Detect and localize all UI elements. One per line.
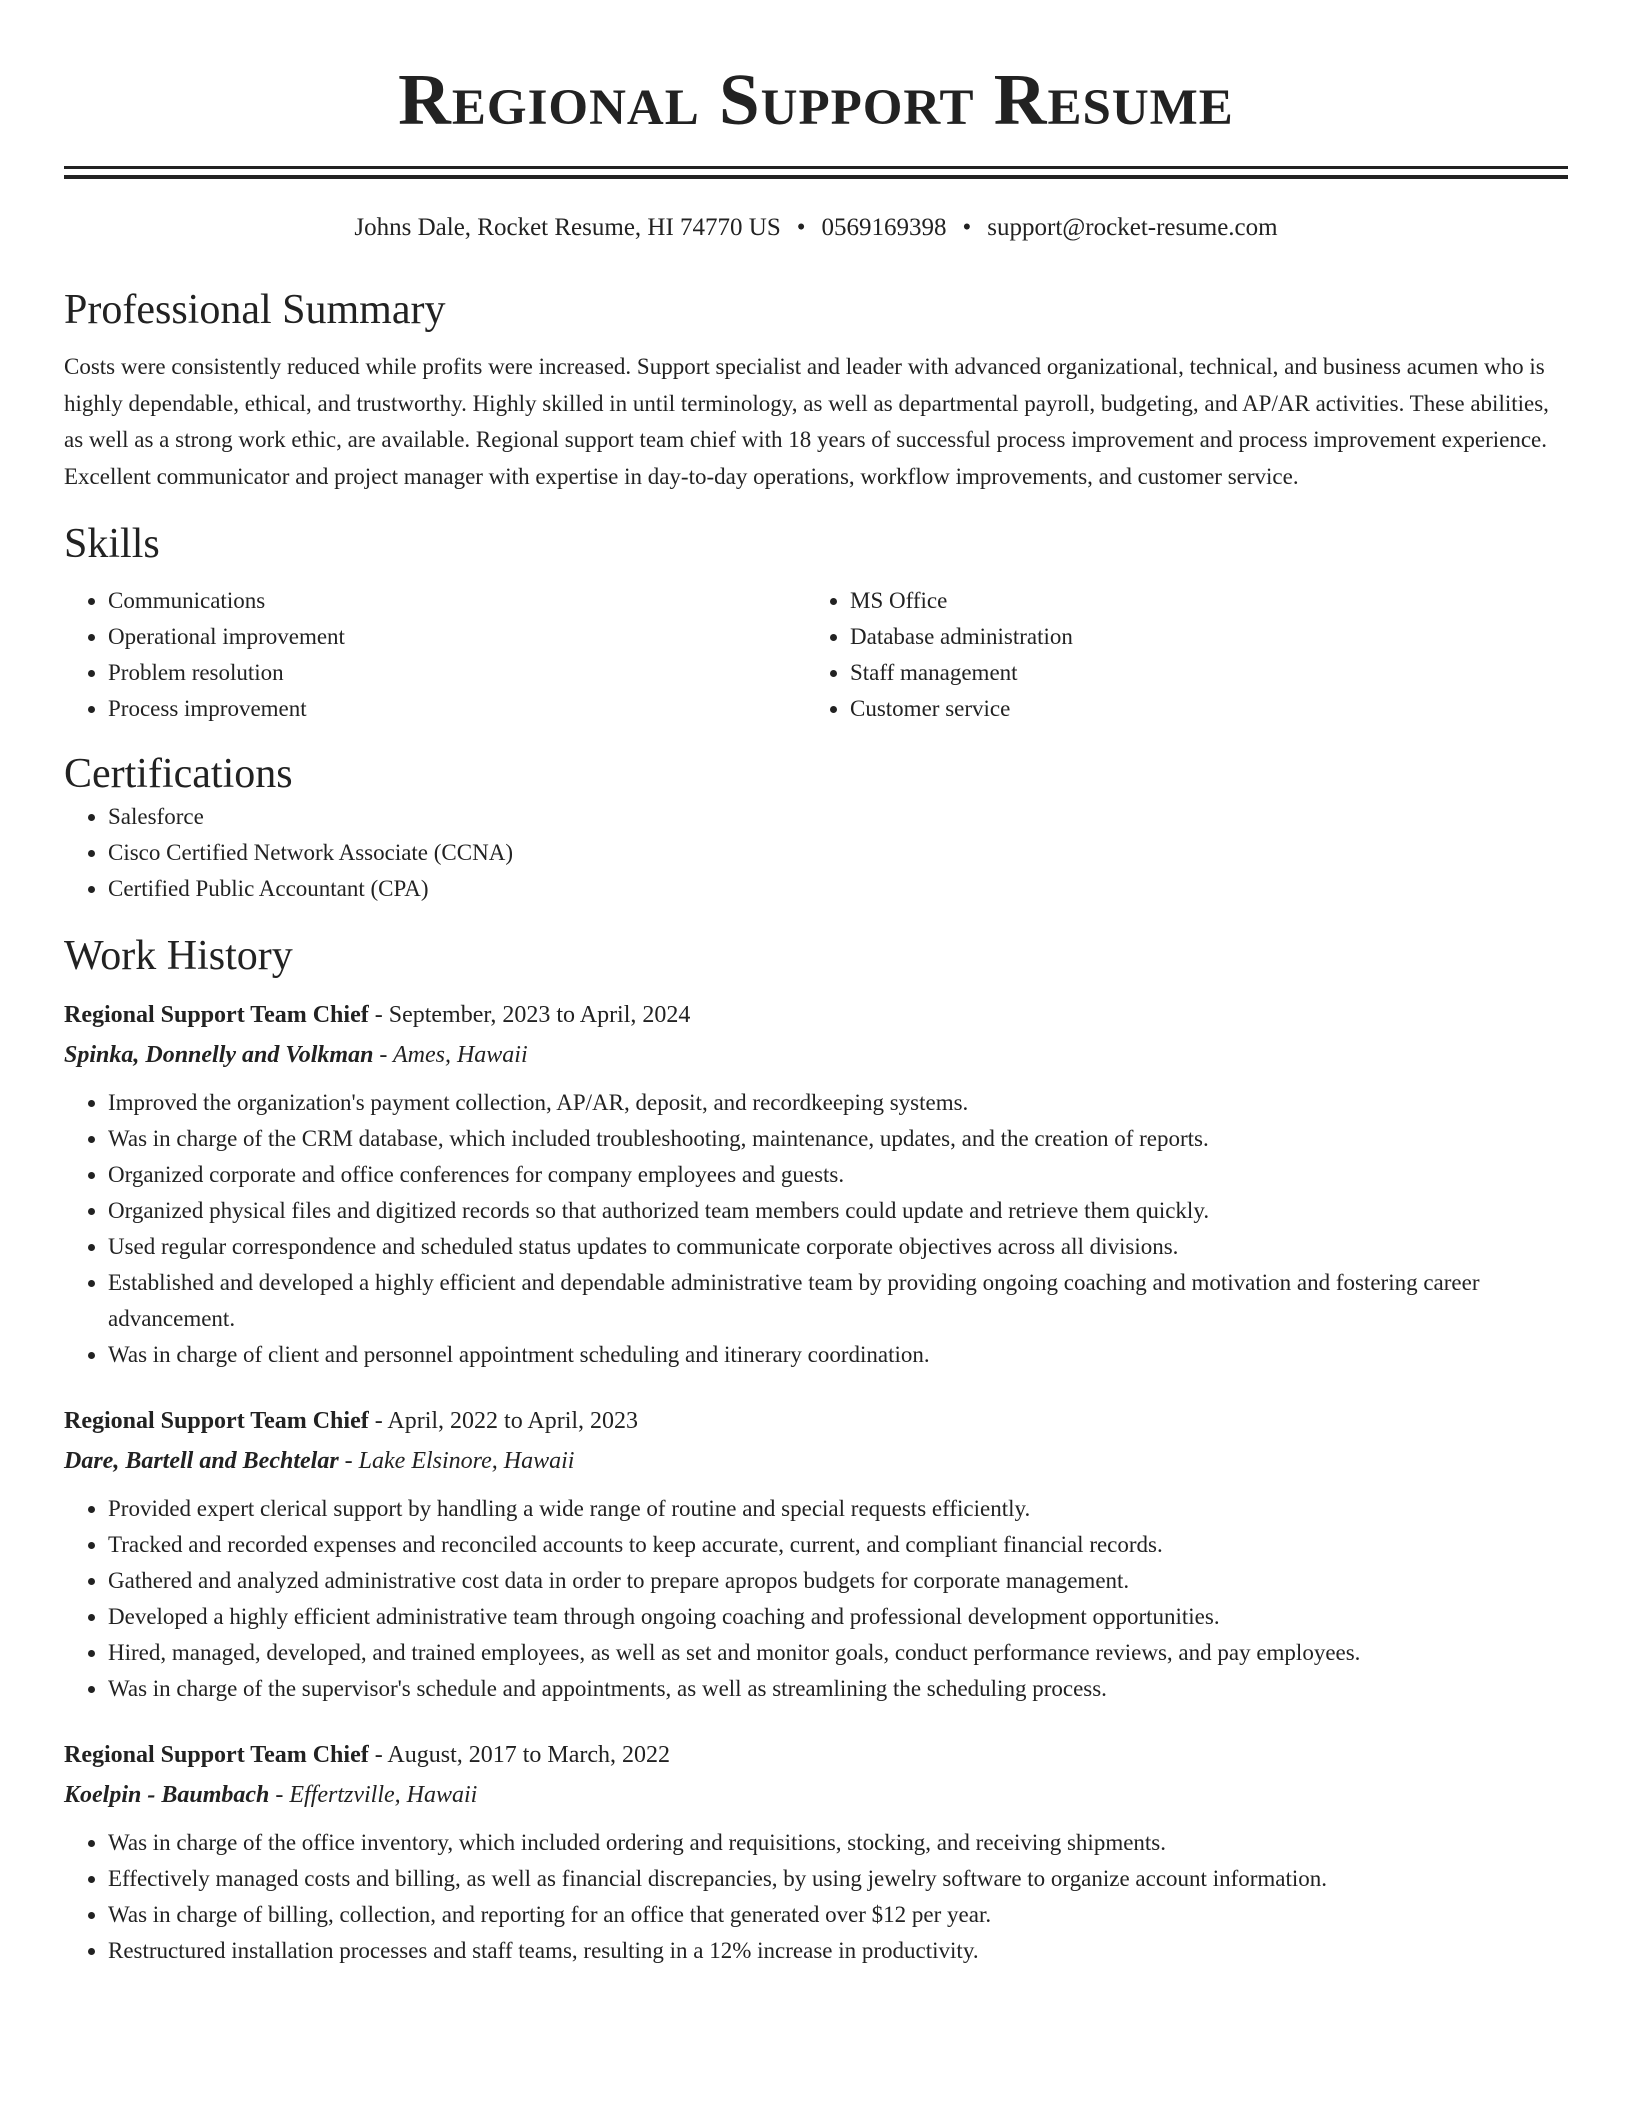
job-bullet: • Organized physical files and digitized records so that authorized team members could update and retrieve them quickly. bbox=[108, 1193, 1568, 1229]
certification-item: • Certified Public Accountant (CPA) bbox=[108, 871, 1568, 907]
job-bullet: • Improved the organization's payment collection, AP/AR, deposit, and recordkeeping systems. bbox=[108, 1085, 1568, 1121]
job-role: Regional Support Team Chief bbox=[64, 1002, 369, 1028]
skills-columns bbox=[64, 583, 1568, 727]
skill-item: • Customer service bbox=[850, 691, 1548, 727]
job-title-line bbox=[64, 1405, 1568, 1437]
skill-item: • MS Office bbox=[850, 583, 1548, 619]
section-heading: Skills bbox=[64, 521, 160, 567]
job-title-line bbox=[64, 1739, 1568, 1771]
contact-separator: • bbox=[962, 214, 972, 241]
skills-list-right bbox=[806, 583, 1548, 727]
skills-column-right bbox=[806, 583, 1548, 727]
certification-item: • Salesforce bbox=[108, 799, 1568, 835]
certification-item: • Cisco Certified Network Associate (CCNA) bbox=[108, 835, 1568, 871]
job-company-line bbox=[64, 1445, 1568, 1477]
job-bullet: • Was in charge of the CRM database, which included troubleshooting, maintenance, updates, and the creation of reports. bbox=[108, 1121, 1568, 1157]
skills-list-left bbox=[64, 583, 806, 727]
job-dash: - bbox=[338, 1448, 359, 1474]
skill-item: • Operational improvement bbox=[108, 619, 806, 655]
job-location: Lake Elsinore, Hawaii bbox=[358, 1448, 575, 1474]
contact-email: support@rocket-resume.com bbox=[987, 214, 1278, 241]
job-entry bbox=[64, 1739, 1568, 1969]
job-bullet: • Restructured installation processes and staff teams, resulting in a 12% increase in productivity. bbox=[108, 1933, 1568, 1969]
job-dash: - bbox=[269, 1782, 290, 1808]
job-bullets bbox=[64, 1825, 1568, 1969]
summary-text: Costs were consistently reduced while profits were increased. Support specialist and leader with advanced organizational, technical, and business acumen who is highly dependable, ethical, and trustworthy. Highly skilled in until terminology, as well as departmental payroll, budgeting, and AP/AR activities. These abilities, as well as a strong work ethic, are available. Regional support team chief with 18 years of successful process improvement and process improvement experience. Excellent communicator and project manager with expertise in day-to-day operations, workflow improvements, and customer service. bbox=[64, 354, 1549, 489]
job-company: Dare, Bartell and Bechtelar bbox=[64, 1448, 339, 1474]
section-heading: Certifications bbox=[64, 751, 293, 797]
job-bullet: • Provided expert clerical support by handling a wide range of routine and special requests efficiently. bbox=[108, 1491, 1568, 1527]
contact-separator: • bbox=[796, 214, 806, 241]
job-company-line bbox=[64, 1779, 1568, 1811]
job-bullet: • Was in charge of the office inventory, which included ordering and requisitions, stocking, and receiving shipments. bbox=[108, 1825, 1568, 1861]
job-bullet: • Tracked and recorded expenses and reconciled accounts to keep accurate, current, and compliant financial records. bbox=[108, 1527, 1568, 1563]
skill-item: • Staff management bbox=[850, 655, 1548, 691]
skill-item: • Process improvement bbox=[108, 691, 806, 727]
job-dates: August, 2017 to March, 2022 bbox=[387, 1742, 671, 1768]
job-dates: September, 2023 to April, 2024 bbox=[388, 1002, 691, 1028]
job-dates: April, 2022 to April, 2023 bbox=[387, 1408, 639, 1434]
contact-address: Johns Dale, Rocket Resume, HI 74770 US bbox=[354, 214, 781, 241]
job-location: Ames, Hawaii bbox=[392, 1042, 528, 1068]
job-bullets bbox=[64, 1491, 1568, 1707]
job-company-line bbox=[64, 1039, 1568, 1071]
job-location: Effertzville, Hawaii bbox=[289, 1782, 478, 1808]
certifications-section bbox=[64, 749, 1568, 907]
job-title-line bbox=[64, 999, 1568, 1031]
job-bullet: • Gathered and analyzed administrative cost data in order to prepare apropos budgets for corporate management. bbox=[108, 1563, 1568, 1599]
job-role: Regional Support Team Chief bbox=[64, 1742, 369, 1768]
title-rule-bottom bbox=[64, 175, 1568, 179]
job-bullet: • Developed a highly efficient administrative team through ongoing coaching and professional development opportunities. bbox=[108, 1599, 1568, 1635]
section-heading: Professional Summary bbox=[64, 287, 446, 333]
job-bullet: • Was in charge of billing, collection, and reporting for an office that generated over $12 per year. bbox=[108, 1897, 1568, 1933]
contact-phone: 0569169398 bbox=[821, 214, 947, 241]
contact-line bbox=[64, 213, 1568, 243]
skills-section bbox=[64, 519, 1568, 727]
job-entry bbox=[64, 1405, 1568, 1707]
skill-item: • Problem resolution bbox=[108, 655, 806, 691]
job-bullet: • Was in charge of the supervisor's schedule and appointments, as well as streamlining the scheduling process. bbox=[108, 1671, 1568, 1707]
skill-item: • Communications bbox=[108, 583, 806, 619]
job-bullet: • Used regular correspondence and scheduled status updates to communicate corporate objectives across all divisions. bbox=[108, 1229, 1568, 1265]
job-dash: - bbox=[368, 1742, 388, 1768]
job-bullet: • Hired, managed, developed, and trained employees, as well as set and monitor goals, conduct performance reviews, and pay employees. bbox=[108, 1635, 1568, 1671]
job-bullets bbox=[64, 1085, 1568, 1373]
job-dash: - bbox=[368, 1002, 389, 1028]
job-bullet: • Organized corporate and office conferences for company employees and guests. bbox=[108, 1157, 1568, 1193]
job-role: Regional Support Team Chief bbox=[64, 1408, 369, 1434]
job-company: Spinka, Donnelly and Volkman bbox=[64, 1042, 374, 1068]
work-history-section bbox=[64, 931, 1568, 1969]
skill-item: • Database administration bbox=[850, 619, 1548, 655]
job-bullet: • Was in charge of client and personnel appointment scheduling and itinerary coordination. bbox=[108, 1337, 1568, 1373]
title-rule-top bbox=[64, 166, 1568, 169]
job-entry bbox=[64, 999, 1568, 1373]
job-bullet: • Effectively managed costs and billing, as well as financial discrepancies, by using jewelry software to organize account information. bbox=[108, 1861, 1568, 1897]
section-heading: Work History bbox=[64, 933, 293, 979]
skills-column-left bbox=[64, 583, 806, 727]
job-dash: - bbox=[368, 1408, 388, 1434]
job-company: Koelpin - Baumbach bbox=[64, 1782, 270, 1808]
resume-title: Regional Support Resume bbox=[398, 59, 1234, 140]
job-bullet: • Established and developed a highly efficient and dependable administrative team by providing ongoing coaching and motivation and fostering career advancement. bbox=[108, 1265, 1568, 1337]
resume-page bbox=[64, 0, 1568, 1969]
professional-summary-section bbox=[64, 285, 1568, 495]
certifications-list bbox=[64, 799, 1568, 907]
job-dash: - bbox=[373, 1042, 393, 1068]
